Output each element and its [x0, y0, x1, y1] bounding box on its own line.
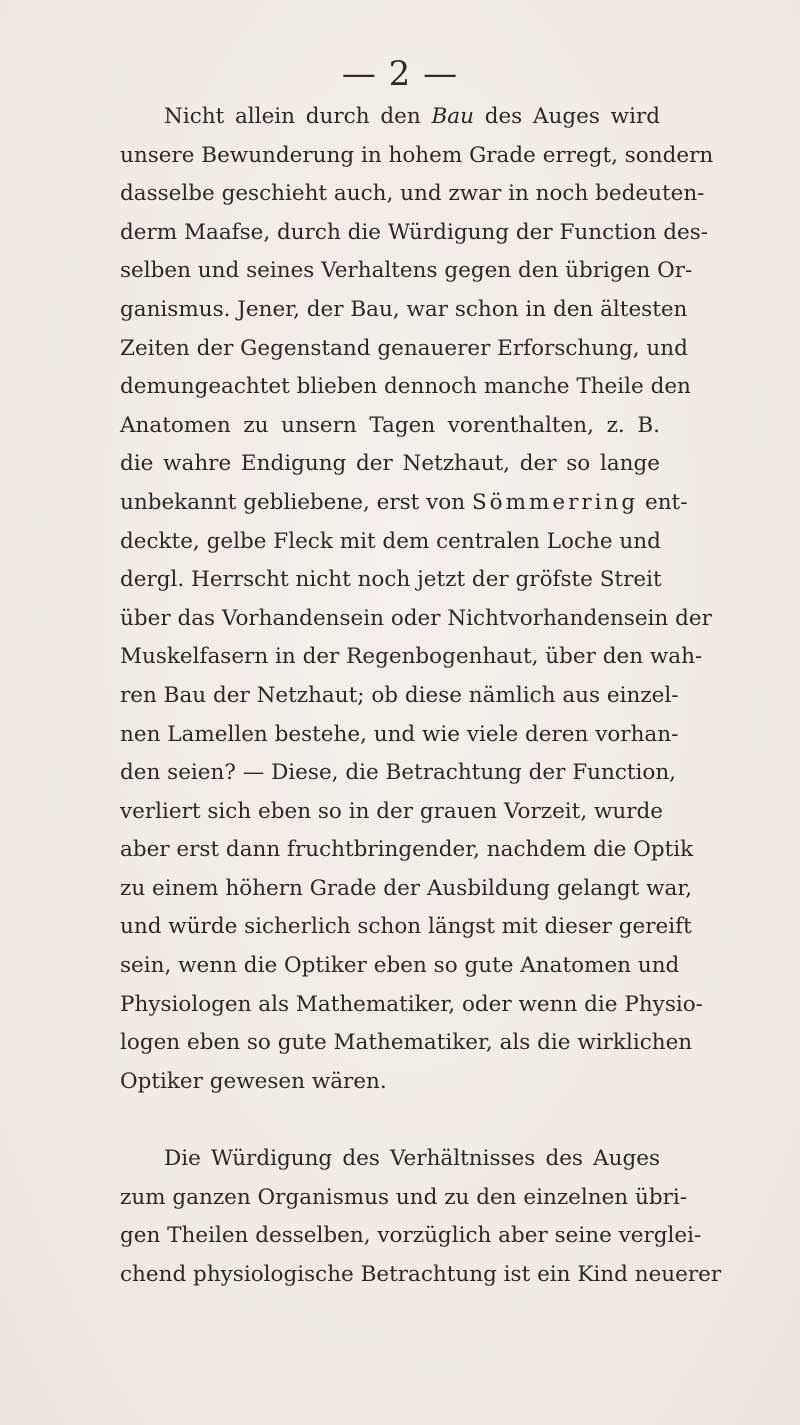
text-line: chend physiologische Betrachtung ist ein Kind neuerer — [120, 1261, 722, 1287]
text-line: zum ganzen Organismus und zu den einzelnen übri- — [120, 1184, 688, 1210]
paragraph — [120, 98, 714, 1101]
text-line: selben und seines Verhaltens gegen den übrigen Or- — [120, 258, 693, 284]
paragraph-gap — [120, 1101, 660, 1140]
text-line: aber erst dann fruchtbringender, nachdem die Optik — [120, 837, 694, 863]
text-line: dergl. Herrscht nicht noch jetzt der gröfste Streit — [120, 567, 662, 593]
text-line: Nicht allein durch den Bau des Auges wird — [164, 104, 660, 129]
text-line: Optiker gewesen wären. — [120, 1068, 387, 1094]
text-line: deckte, gelbe Fleck mit dem centralen Loche und — [120, 528, 661, 554]
text-line: über das Vorhandensein oder Nichtvorhandensein der — [120, 605, 712, 631]
italic-word: Bau — [431, 104, 474, 129]
page-number: — 2 — — [341, 54, 459, 94]
text-line: dasselbe geschieht auch, und zwar in noch bedeuten- — [120, 181, 705, 207]
body-text — [120, 98, 722, 1294]
text-line: demungeachtet blieben dennoch manche Theile den — [120, 374, 691, 400]
text-line: unsere Bewunderung in hohem Grade erregt, sondern — [120, 142, 714, 168]
text-line: Anatomen zu unsern Tagen vorenthalten, z. B. — [120, 412, 660, 438]
text-line: nen Lamellen bestehe, und wie viele deren vorhan- — [120, 721, 679, 747]
text-line: gen Theilen desselben, vorzüglich aber seine verglei- — [120, 1223, 702, 1249]
paragraph — [120, 1140, 722, 1294]
text-line: Die Würdigung des Verhältnisses des Auges — [164, 1146, 660, 1172]
text-line: Physiologen als Mathematiker, oder wenn die Physio- — [120, 991, 703, 1017]
text-line: ren Bau der Netzhaut; ob diese nämlich aus einzel- — [120, 682, 679, 708]
text-line: sein, wenn die Optiker eben so gute Anatomen und — [120, 953, 680, 979]
text-line: den seien? — Diese, die Betrachtung der Function, — [120, 760, 676, 786]
text-line: und würde sicherlich schon längst mit dieser gereift — [120, 914, 692, 940]
spaced-name: Sömmerring — [471, 489, 639, 515]
text-line: ganismus. Jener, der Bau, war schon in den ältesten — [120, 296, 688, 322]
text-line: zu einem höhern Grade der Ausbildung gelangt war, — [120, 875, 693, 901]
text-line: verliert sich eben so in der grauen Vorzeit, wurde — [120, 798, 664, 824]
text-line: Muskelfasern in der Regenbogenhaut, über den wah- — [120, 644, 703, 670]
text-line: unbekannt gebliebene, erst von Sömmerring ent- — [120, 489, 688, 515]
text-line: derm Maafse, durch die Würdigung der Function des- — [120, 219, 709, 245]
text-line: die wahre Endigung der Netzhaut, der so lange — [120, 451, 660, 477]
text-line: Zeiten der Gegenstand genauerer Erforschung, und — [120, 335, 688, 361]
text-line: logen eben so gute Mathematiker, als die wirklichen — [120, 1030, 693, 1056]
